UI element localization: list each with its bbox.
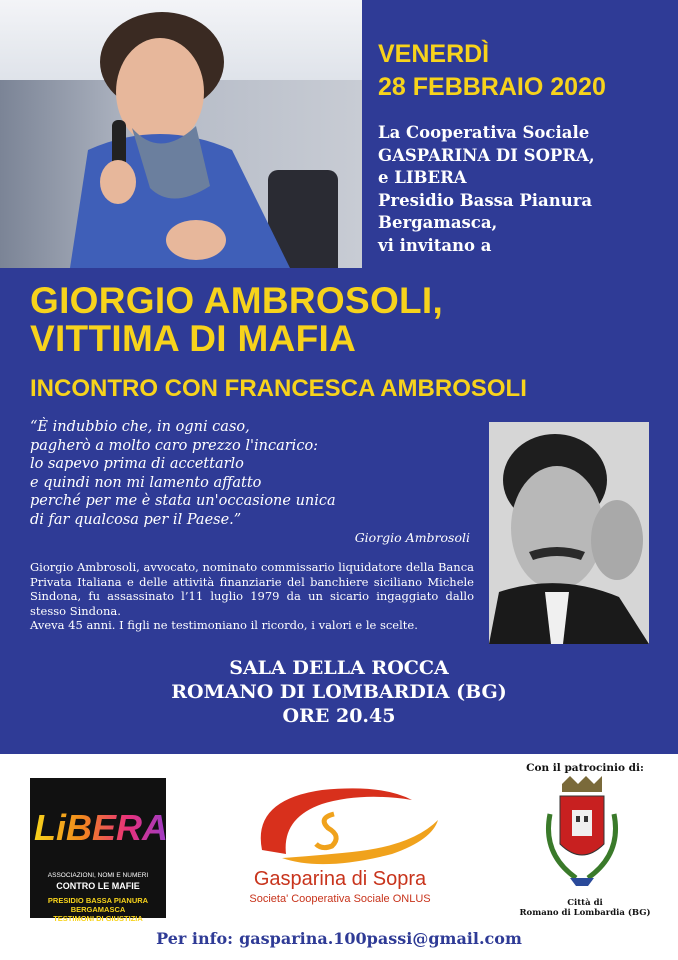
venue-town: ROMANO DI LOMBARDIA (BG) [171, 681, 507, 703]
speaker-photo [0, 0, 362, 268]
ambrosoli-figure [489, 422, 649, 644]
venue-hall: SALA DELLA ROCCA [229, 657, 449, 679]
biography [30, 560, 474, 633]
venue-time: ORE 20.45 [282, 705, 396, 727]
libera-wordmark [34, 807, 168, 848]
libera-tagline: ASSOCIAZIONI, NOMI E NUMERI [47, 872, 149, 879]
date-weekday: VENERDÌ [378, 40, 490, 68]
event-subtitle: INCONTRO CON FRANCESCA AMBROSOLI [30, 375, 527, 402]
title-line-2: VITTIMA DI MAFIA [30, 318, 357, 359]
speaker-figure [0, 0, 362, 268]
patronage-city [500, 898, 670, 918]
invitation-text: La Cooperativa Sociale GASPARINA DI SOPRA, e LIBERA Presidio Bassa Pianura Bergamasca, vi invitano a [378, 123, 595, 255]
libera-wordmark-text: LiBERA [34, 807, 168, 848]
ambrosoli-photo [489, 422, 649, 644]
info-label: Per info: [156, 929, 234, 948]
city-line-2: Romano di Lombardia (BG) [519, 908, 651, 918]
libera-presidio-line-1: PRESIDIO BASSA PIANURA BERGAMASCA [47, 896, 149, 914]
title-line-1: GIORGIO AMBROSOLI, [30, 280, 444, 321]
event-title [30, 282, 443, 358]
city-crest-icon [540, 774, 624, 890]
contact-info [0, 929, 678, 948]
quote-author: Giorgio Ambrosoli [354, 530, 470, 545]
gasparina-subtitle: Societa' Cooperativa Sociale ONLUS [249, 893, 431, 905]
venue-block [0, 656, 678, 728]
bio-closing: Aveva 45 anni. I figli ne testimoniano il ricordo, i valori e le scelte. [30, 618, 418, 632]
date-day: 28 FEBBRAIO 2020 [378, 73, 606, 101]
libera-claim: CONTRO LE MAFIE [56, 881, 140, 891]
event-date [378, 38, 606, 104]
libera-presidio [30, 896, 166, 923]
gasparina-name: Gasparina di Sopra [253, 868, 427, 890]
quote-text: “È indubbio che, in ogni caso, pagherò a molto caro prezzo l'incarico: lo sapevo prima di accettarlo e quindi non mi lamento affatto perché per me è stata un'occasione unica di far qualcosa per il Paese.” [30, 419, 336, 528]
libera-logo [30, 778, 168, 923]
patronage-label: Con il patrocinio di: [526, 762, 644, 774]
libera-presidio-line-2: TESTIMONI DI GIUSTIZIA [53, 914, 143, 923]
city-line-1: Città di [567, 898, 603, 908]
bio-paragraph: Giorgio Ambrosoli, avvocato, nominato commissario liquidatore della Banca Privata Italiana e delle attività finanziarie del banchiere siciliano Michele Sindona, fu assassinato l’11 luglio 1979 da un sicario ingaggiato dallo stesso Sindona. [30, 560, 474, 618]
info-email[interactable]: gasparina.100passi@gmail.com [239, 929, 522, 948]
gasparina-logo-icon [242, 780, 442, 870]
